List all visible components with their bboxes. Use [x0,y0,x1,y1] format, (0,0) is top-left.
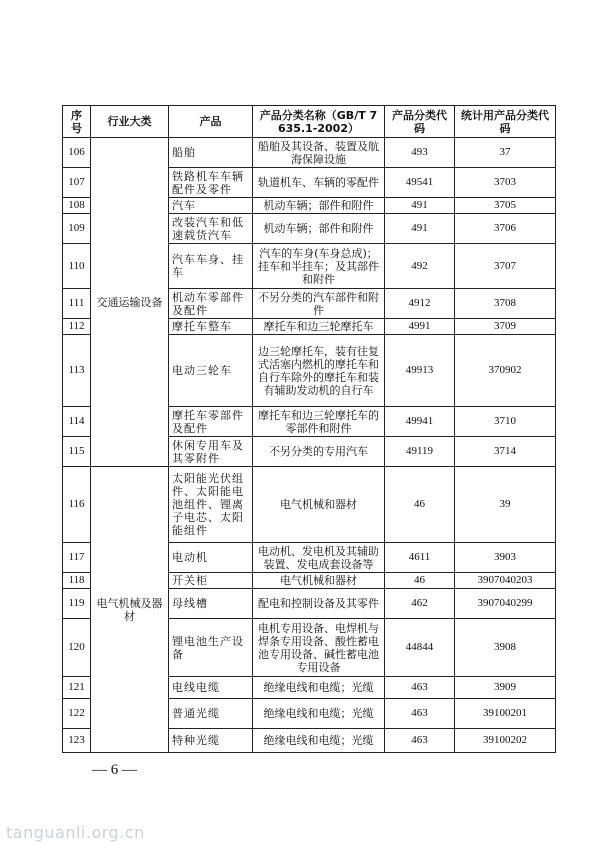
header-no: 序号 [63,106,91,138]
row-class-name: 摩托车和边三轮摩托车的零部件和附件 [253,407,385,437]
header-class-code: 产品分类代码 [385,106,455,138]
row-stat-code: 3907040203 [455,573,556,589]
row-product: 汽车 [169,198,253,214]
row-stat-code: 39100201 [455,699,556,729]
row-product: 摩托车整车 [169,319,253,335]
row-class-name: 船舶及其设备、装置及航海保障设施 [253,138,385,168]
row-class-name: 汽车的车身(车身总成)；挂车和半挂车；及其部件和附件 [253,244,385,289]
row-product: 电动三轮车 [169,335,253,407]
row-class-code: 492 [385,244,455,289]
row-product: 摩托车零部件及配件 [169,407,253,437]
row-no: 118 [63,573,91,589]
row-class-code: 4912 [385,289,455,319]
row-class-name: 绝缘电线和电缆；光缆 [253,677,385,699]
row-class-code: 463 [385,677,455,699]
row-class-code: 46 [385,467,455,543]
row-class-name: 绝缘电线和电缆；光缆 [253,729,385,753]
row-class-name: 电气机械和器材 [253,467,385,543]
row-stat-code: 3710 [455,407,556,437]
row-class-code: 49941 [385,407,455,437]
row-class-name: 边三轮摩托车，装有往复式活塞内燃机的摩托车和自行车除外的摩托车和装有辅助发动机的自行车 [253,335,385,407]
row-stat-code: 3707 [455,244,556,289]
row-no: 108 [63,198,91,214]
row-class-name: 机动车辆；部件和附件 [253,214,385,244]
row-class-code: 463 [385,729,455,753]
row-class-name: 电气机械和器材 [253,573,385,589]
row-class-name: 绝缘电线和电缆；光缆 [253,699,385,729]
row-no: 117 [63,543,91,573]
row-no: 115 [63,437,91,467]
row-product: 太阳能光伏组件、太阳能电池组件、锂离子电芯、太阳能组件 [169,467,253,543]
row-class-name: 不另分类的专用汽车 [253,437,385,467]
row-product: 汽车车身、挂车 [169,244,253,289]
header-stat-code: 统计用产品分类代码 [455,106,556,138]
row-class-code: 463 [385,699,455,729]
row-product: 机动车零部件及配件 [169,289,253,319]
row-stat-code: 3705 [455,198,556,214]
row-class-code: 49119 [385,437,455,467]
row-class-code: 46 [385,573,455,589]
row-product: 电线电缆 [169,677,253,699]
header-class-name: 产品分类名称（GB/T 7635.1-2002） [253,106,385,138]
row-stat-code: 370902 [455,335,556,407]
row-class-code: 49913 [385,335,455,407]
row-stat-code: 3908 [455,619,556,677]
header-product: 产品 [169,106,253,138]
row-no: 110 [63,244,91,289]
row-product: 母线槽 [169,589,253,619]
table-row [63,467,556,543]
row-class-code: 44844 [385,619,455,677]
row-product: 特种光缆 [169,729,253,753]
row-stat-code: 3709 [455,319,556,335]
row-no: 119 [63,589,91,619]
row-no: 111 [63,289,91,319]
table-header-row [63,106,556,138]
row-stat-code: 3703 [455,168,556,198]
category-cell: 交通运输设备 [91,138,169,467]
row-stat-code: 3714 [455,437,556,467]
row-class-code: 491 [385,214,455,244]
row-class-code: 4611 [385,543,455,573]
row-class-name: 配电和控制设备及其零件 [253,589,385,619]
row-class-name: 不另分类的汽车部件和附件 [253,289,385,319]
row-product: 船舶 [169,138,253,168]
category-cell: 电气机械及器材 [91,467,169,753]
row-stat-code: 3909 [455,677,556,699]
row-product: 休闲专用车及其零附件 [169,437,253,467]
row-class-name: 电机专用设备、电焊机与焊条专用设备、酸性蓄电池专用设备、碱性蓄电池专用设备 [253,619,385,677]
row-class-name: 电动机、发电机及其辅助装置、发电成套设备等 [253,543,385,573]
row-no: 106 [63,138,91,168]
header-category: 行业大类 [91,106,169,138]
row-class-code: 4991 [385,319,455,335]
row-no: 122 [63,699,91,729]
row-product: 铁路机车车辆配件及零件 [169,168,253,198]
row-class-code: 493 [385,138,455,168]
row-class-name: 摩托车和边三轮摩托车 [253,319,385,335]
site-watermark: tanguanli.org.cn [6,823,145,842]
row-product: 改装汽车和低速载货汽车 [169,214,253,244]
row-class-code: 462 [385,589,455,619]
row-product: 开关柜 [169,573,253,589]
row-stat-code: 3706 [455,214,556,244]
row-product: 电动机 [169,543,253,573]
row-class-name: 机动车辆；部件和附件 [253,198,385,214]
row-no: 116 [63,467,91,543]
row-no: 112 [63,319,91,335]
row-product: 锂电池生产设备 [169,619,253,677]
row-no: 109 [63,214,91,244]
row-no: 120 [63,619,91,677]
product-classification-table [62,105,556,753]
row-stat-code: 37 [455,138,556,168]
row-no: 123 [63,729,91,753]
row-stat-code: 39100202 [455,729,556,753]
row-class-name: 轨道机车、车辆的零配件 [253,168,385,198]
row-no: 113 [63,335,91,407]
page-number: — 6 — [92,762,137,778]
row-stat-code: 3907040299 [455,589,556,619]
row-product: 普通光缆 [169,699,253,729]
row-no: 114 [63,407,91,437]
row-no: 121 [63,677,91,699]
row-class-code: 491 [385,198,455,214]
row-stat-code: 39 [455,467,556,543]
row-stat-code: 3708 [455,289,556,319]
row-class-code: 49541 [385,168,455,198]
row-stat-code: 3903 [455,543,556,573]
table-row [63,138,556,168]
row-no: 107 [63,168,91,198]
